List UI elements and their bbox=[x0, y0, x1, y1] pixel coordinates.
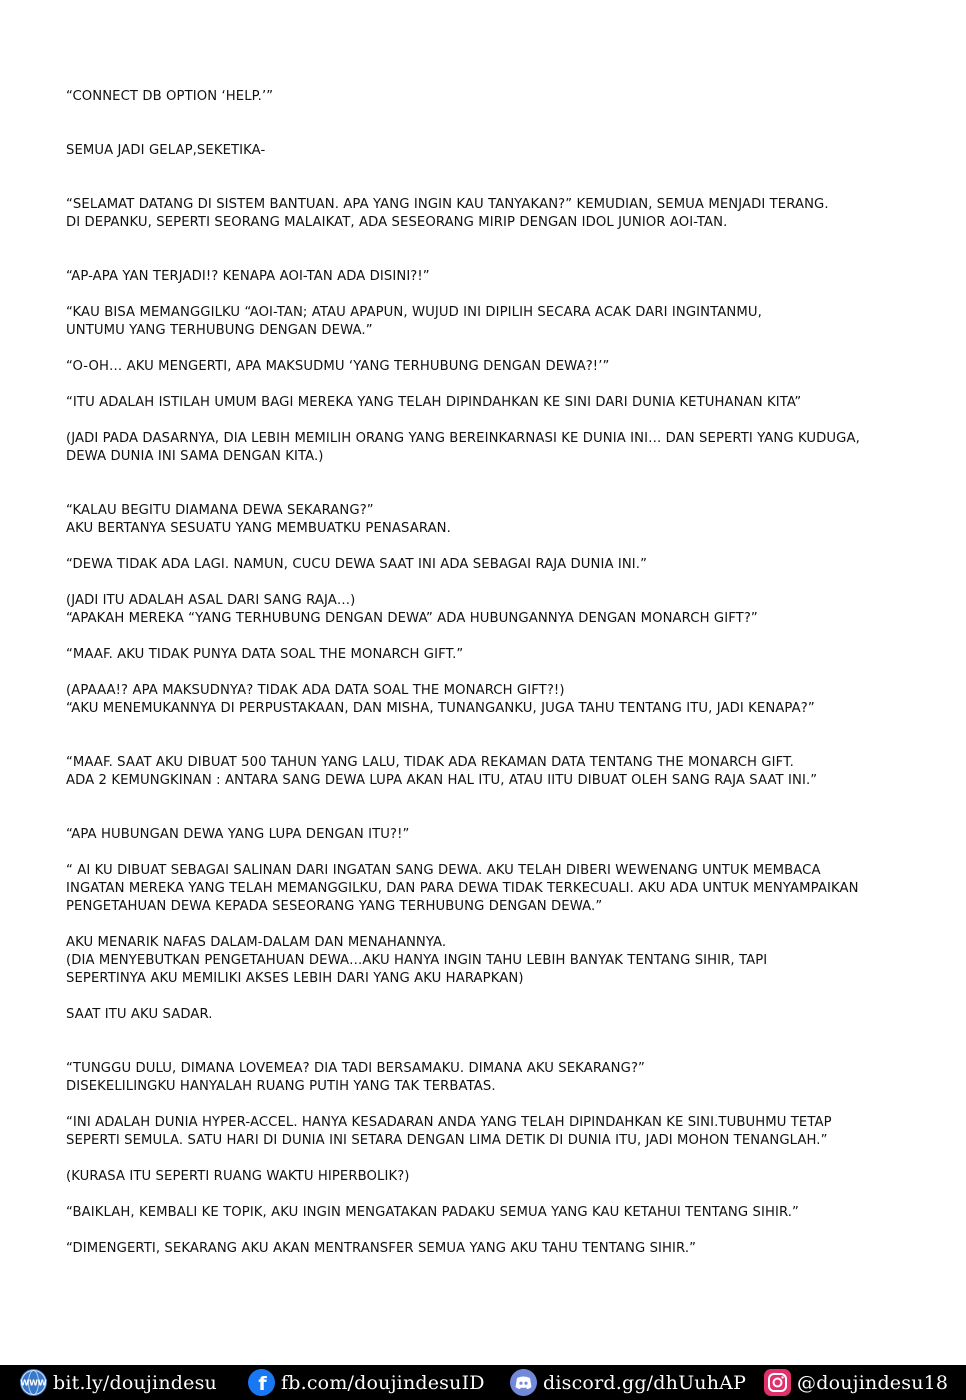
text-line: “DIMENGERTI, SEKARANG AKU AKAN MENTRANSFER SEMUA YANG AKU TAHU TENTANG SIHIR.” bbox=[66, 1241, 697, 1256]
text-line: UNTUMU YANG TERHUBUNG DENGAN DEWA.” bbox=[66, 323, 373, 338]
text-line: “MAAF. SAAT AKU DIBUAT 500 TAHUN YANG LALU, TIDAK ADA REKAMAN DATA TENTANG THE MONARCH GIFT. bbox=[66, 755, 794, 770]
text-line: “O-OH… AKU MENGERTI, APA MAKSUDMU ‘YANG TERHUBUNG DENGAN DEWA?!’” bbox=[66, 359, 610, 374]
footer-link-text: @doujindesu18 bbox=[797, 1371, 949, 1394]
text-line: (JADI PADA DASARNYA, DIA LEBIH MEMILIH ORANG YANG BEREINKARNASI KE DUNIA INI… DAN SEPERTI YANG KUDUGA, bbox=[66, 431, 860, 446]
footer-link-facebook[interactable] bbox=[248, 1365, 485, 1400]
text-line: “KAU BISA MEMANGGILKU “AOI-TAN; ATAU APAPUN, WUJUD INI DIPILIH SECARA ACAK DARI INGINTANMU, bbox=[66, 305, 762, 320]
text-line: PENGETAHUAN DEWA KEPADA SESEORANG YANG TERHUBUNG DENGAN DEWA.” bbox=[66, 899, 603, 914]
text-line: “INI ADALAH DUNIA HYPER-ACCEL. HANYA KESADARAN ANDA YANG TELAH DIPINDAHKAN KE SINI.TUBUHMU TETAP bbox=[66, 1115, 832, 1130]
text-line: (KURASA ITU SEPERTI RUANG WAKTU HIPERBOLIK?) bbox=[66, 1169, 410, 1184]
footer-link-text: discord.gg/dhUuhAP bbox=[543, 1371, 747, 1394]
text-line: (APAAA!? APA MAKSUDNYA? TIDAK ADA DATA SOAL THE MONARCH GIFT?!) bbox=[66, 683, 565, 698]
facebook-icon bbox=[248, 1369, 275, 1396]
text-line: ADA 2 KEMUNGKINAN : ANTARA SANG DEWA LUPA AKAN HAL ITU, ATAU IITU DIBUAT OLEH SANG RAJA SAAT INI.” bbox=[66, 773, 818, 788]
text-line: “APAKAH MEREKA “YANG TERHUBUNG DENGAN DEWA” ADA HUBUNGANNYA DENGAN MONARCH GIFT?” bbox=[66, 611, 758, 626]
text-line: “CONNECT DB OPTION ‘HELP.’” bbox=[66, 89, 274, 104]
footer-link-discord[interactable] bbox=[510, 1365, 746, 1400]
text-line: AKU BERTANYA SESUATU YANG MEMBUATKU PENASARAN. bbox=[66, 521, 451, 536]
footer-link-text: bit.ly/doujindesu bbox=[53, 1371, 217, 1394]
footer-link-website[interactable] bbox=[20, 1365, 217, 1400]
text-line: SEPERTI SEMULA. SATU HARI DI DUNIA INI SETARA DENGAN LIMA DETIK DI DUNIA ITU, JADI MOHON TENANGLAH.” bbox=[66, 1133, 828, 1148]
text-line: “SELAMAT DATANG DI SISTEM BANTUAN. APA YANG INGIN KAU TANYAKAN?” KEMUDIAN, SEMUA MENJADI TERANG. bbox=[66, 197, 829, 212]
text-line: (JADI ITU ADALAH ASAL DARI SANG RAJA…) bbox=[66, 593, 356, 608]
text-line: “BAIKLAH, KEMBALI KE TOPIK, AKU INGIN MENGATAKAN PADAKU SEMUA YANG KAU KETAHUI TENTANG SIHIR.” bbox=[66, 1205, 799, 1220]
text-line: AKU MENARIK NAFAS DALAM-DALAM DAN MENAHANNYA. bbox=[66, 935, 447, 950]
text-line: “DEWA TIDAK ADA LAGI. NAMUN, CUCU DEWA SAAT INI ADA SEBAGAI RAJA DUNIA INI.” bbox=[66, 557, 648, 572]
footer-link-text: fb.com/doujindesuID bbox=[281, 1371, 485, 1394]
text-line: “TUNGGU DULU, DIMANA LOVEMEA? DIA TADI BERSAMAKU. DIMANA AKU SEKARANG?” bbox=[66, 1061, 645, 1076]
instagram-icon bbox=[764, 1369, 791, 1396]
text-line: SEMUA JADI GELAP,SEKETIKA- bbox=[66, 143, 266, 158]
text-line: (DIA MENYEBUTKAN PENGETAHUAN DEWA…AKU HANYA INGIN TAHU LEBIH BANYAK TENTANG SIHIR, TAPI bbox=[66, 953, 768, 968]
text-line: “ AI KU DIBUAT SEBAGAI SALINAN DARI INGATAN SANG DEWA. AKU TELAH DIBERI WEWENANG UNTUK MEMBACA bbox=[66, 863, 821, 878]
text-line: DEWA DUNIA INI SAMA DENGAN KITA.) bbox=[66, 449, 324, 464]
footer-bar bbox=[0, 1365, 966, 1400]
text-line: SAAT ITU AKU SADAR. bbox=[66, 1007, 213, 1022]
text-line: “AP-APA YAN TERJADI!? KENAPA AOI-TAN ADA DISINI?!” bbox=[66, 269, 430, 284]
svg-text:WWW: WWW bbox=[20, 1378, 47, 1388]
text-line: INGATAN MEREKA YANG TELAH MEMANGGILKU, DAN PARA DEWA TIDAK TERKECUALI. AKU ADA UNTUK MENYAMPAIKAN bbox=[66, 881, 859, 896]
discord-icon bbox=[510, 1369, 537, 1396]
svg-text:f: f bbox=[258, 1373, 267, 1395]
text-line: DISEKELILINGKU HANYALAH RUANG PUTIH YANG TAK TERBATAS. bbox=[66, 1079, 496, 1094]
text-line: “APA HUBUNGAN DEWA YANG LUPA DENGAN ITU?!” bbox=[66, 827, 410, 842]
text-line: DI DEPANKU, SEPERTI SEORANG MALAIKAT, ADA SESEORANG MIRIP DENGAN IDOL JUNIOR AOI-TAN. bbox=[66, 215, 728, 230]
text-line: “KALAU BEGITU DIAMANA DEWA SEKARANG?” bbox=[66, 503, 374, 518]
footer-link-instagram[interactable] bbox=[764, 1365, 948, 1400]
chapter-text bbox=[66, 88, 946, 1258]
text-line: “AKU MENEMUKANNYA DI PERPUSTAKAAN, DAN MISHA, TUNANGANKU, JUGA TAHU TENTANG ITU, JADI KENAPA?” bbox=[66, 701, 815, 716]
globe-www-icon bbox=[20, 1369, 47, 1396]
text-line: “MAAF. AKU TIDAK PUNYA DATA SOAL THE MONARCH GIFT.” bbox=[66, 647, 464, 662]
text-line: SEPERTINYA AKU MEMILIKI AKSES LEBIH DARI YANG AKU HARAPKAN) bbox=[66, 971, 524, 986]
text-line: “ITU ADALAH ISTILAH UMUM BAGI MEREKA YANG TELAH DIPINDAHKAN KE SINI DARI DUNIA KETUHANAN KITA” bbox=[66, 395, 802, 410]
